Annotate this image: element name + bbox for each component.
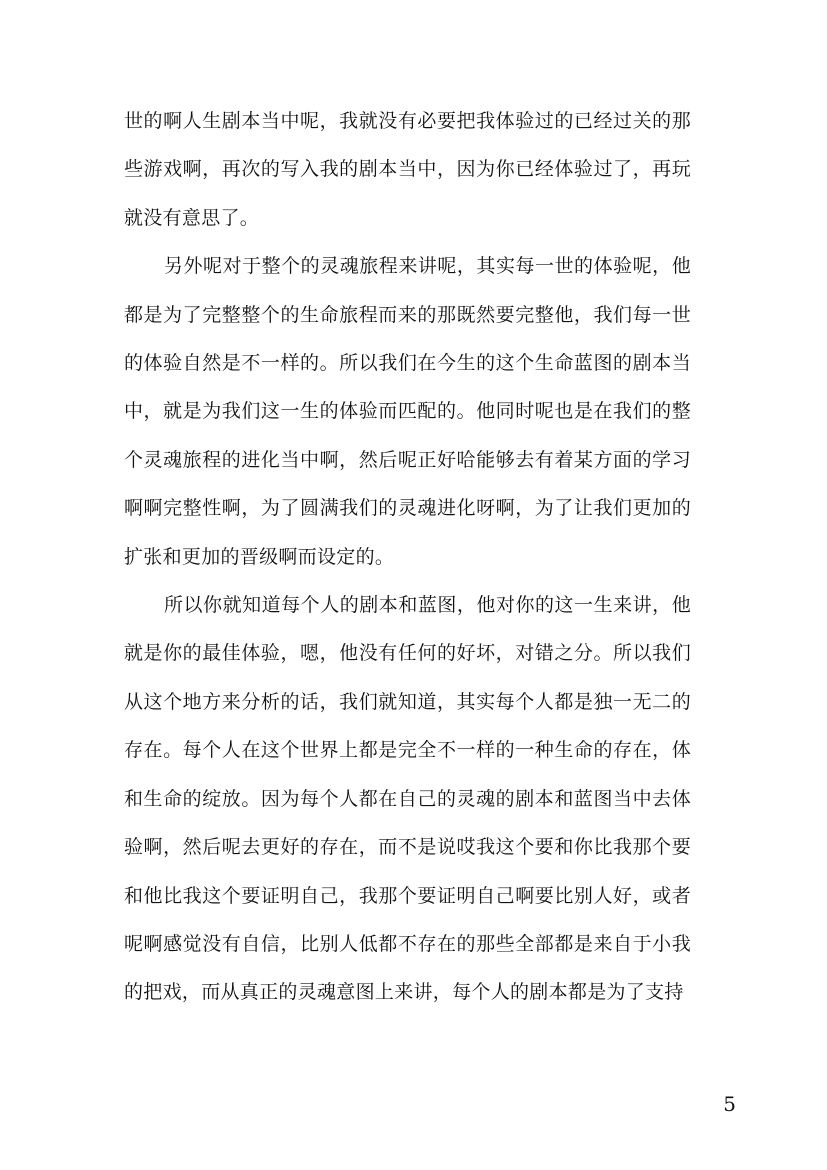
body-text: [124, 97, 691, 1017]
paragraph-1: 世的啊人生剧本当中呢，我就没有必要把我体验过的已经过关的那些游戏啊，再次的写入我的剧本当中，因为你已经体验过了，再玩就没有意思了。: [124, 110, 691, 229]
paragraph-2: 另外呢对于整个的灵魂旅程来讲呢，其实每一世的体验呢，他都是为了完整整个的生命旅程而来的那既然要完整他，我们每一世的体验自然是不一样的。所以我们在今生的这个生命蓝图的剧本当中，就是为我们这一生的体验而匹配的。他同时呢也是在我们的整个灵魂旅程的进化当中啊，然后呢正好哈能够去有着某方面的学习啊啊完整性啊，为了圆满我们的灵魂进化呀啊，为了让我们更加的扩张和更加的晋级啊而设定的。: [124, 255, 691, 568]
paragraph-3: 所以你就知道每个人的剧本和蓝图，他对你的这一生来讲，他就是你的最佳体验，嗯，他没有任何的好坏，对错之分。所以我们从这个地方来分析的话，我们就知道，其实每个人都是独一无二的存在。每个人在这个世界上都是完全不一样的一种生命的存在，体和生命的绽放。因为每个人都在自己的灵魂的剧本和蓝图当中去体验啊，然后呢去更好的存在，而不是说哎我这个要和你比我那个要和他比我这个要证明自己，我那个要证明自己啊要比别人好，或者呢啊感觉没有自信，比别人低都不存在的那些全部都是来自于小我的把戏，而从真正的灵魂意图上来讲，每个人的剧本都是为了支持: [124, 594, 691, 1004]
page-number: 5: [723, 1092, 736, 1116]
